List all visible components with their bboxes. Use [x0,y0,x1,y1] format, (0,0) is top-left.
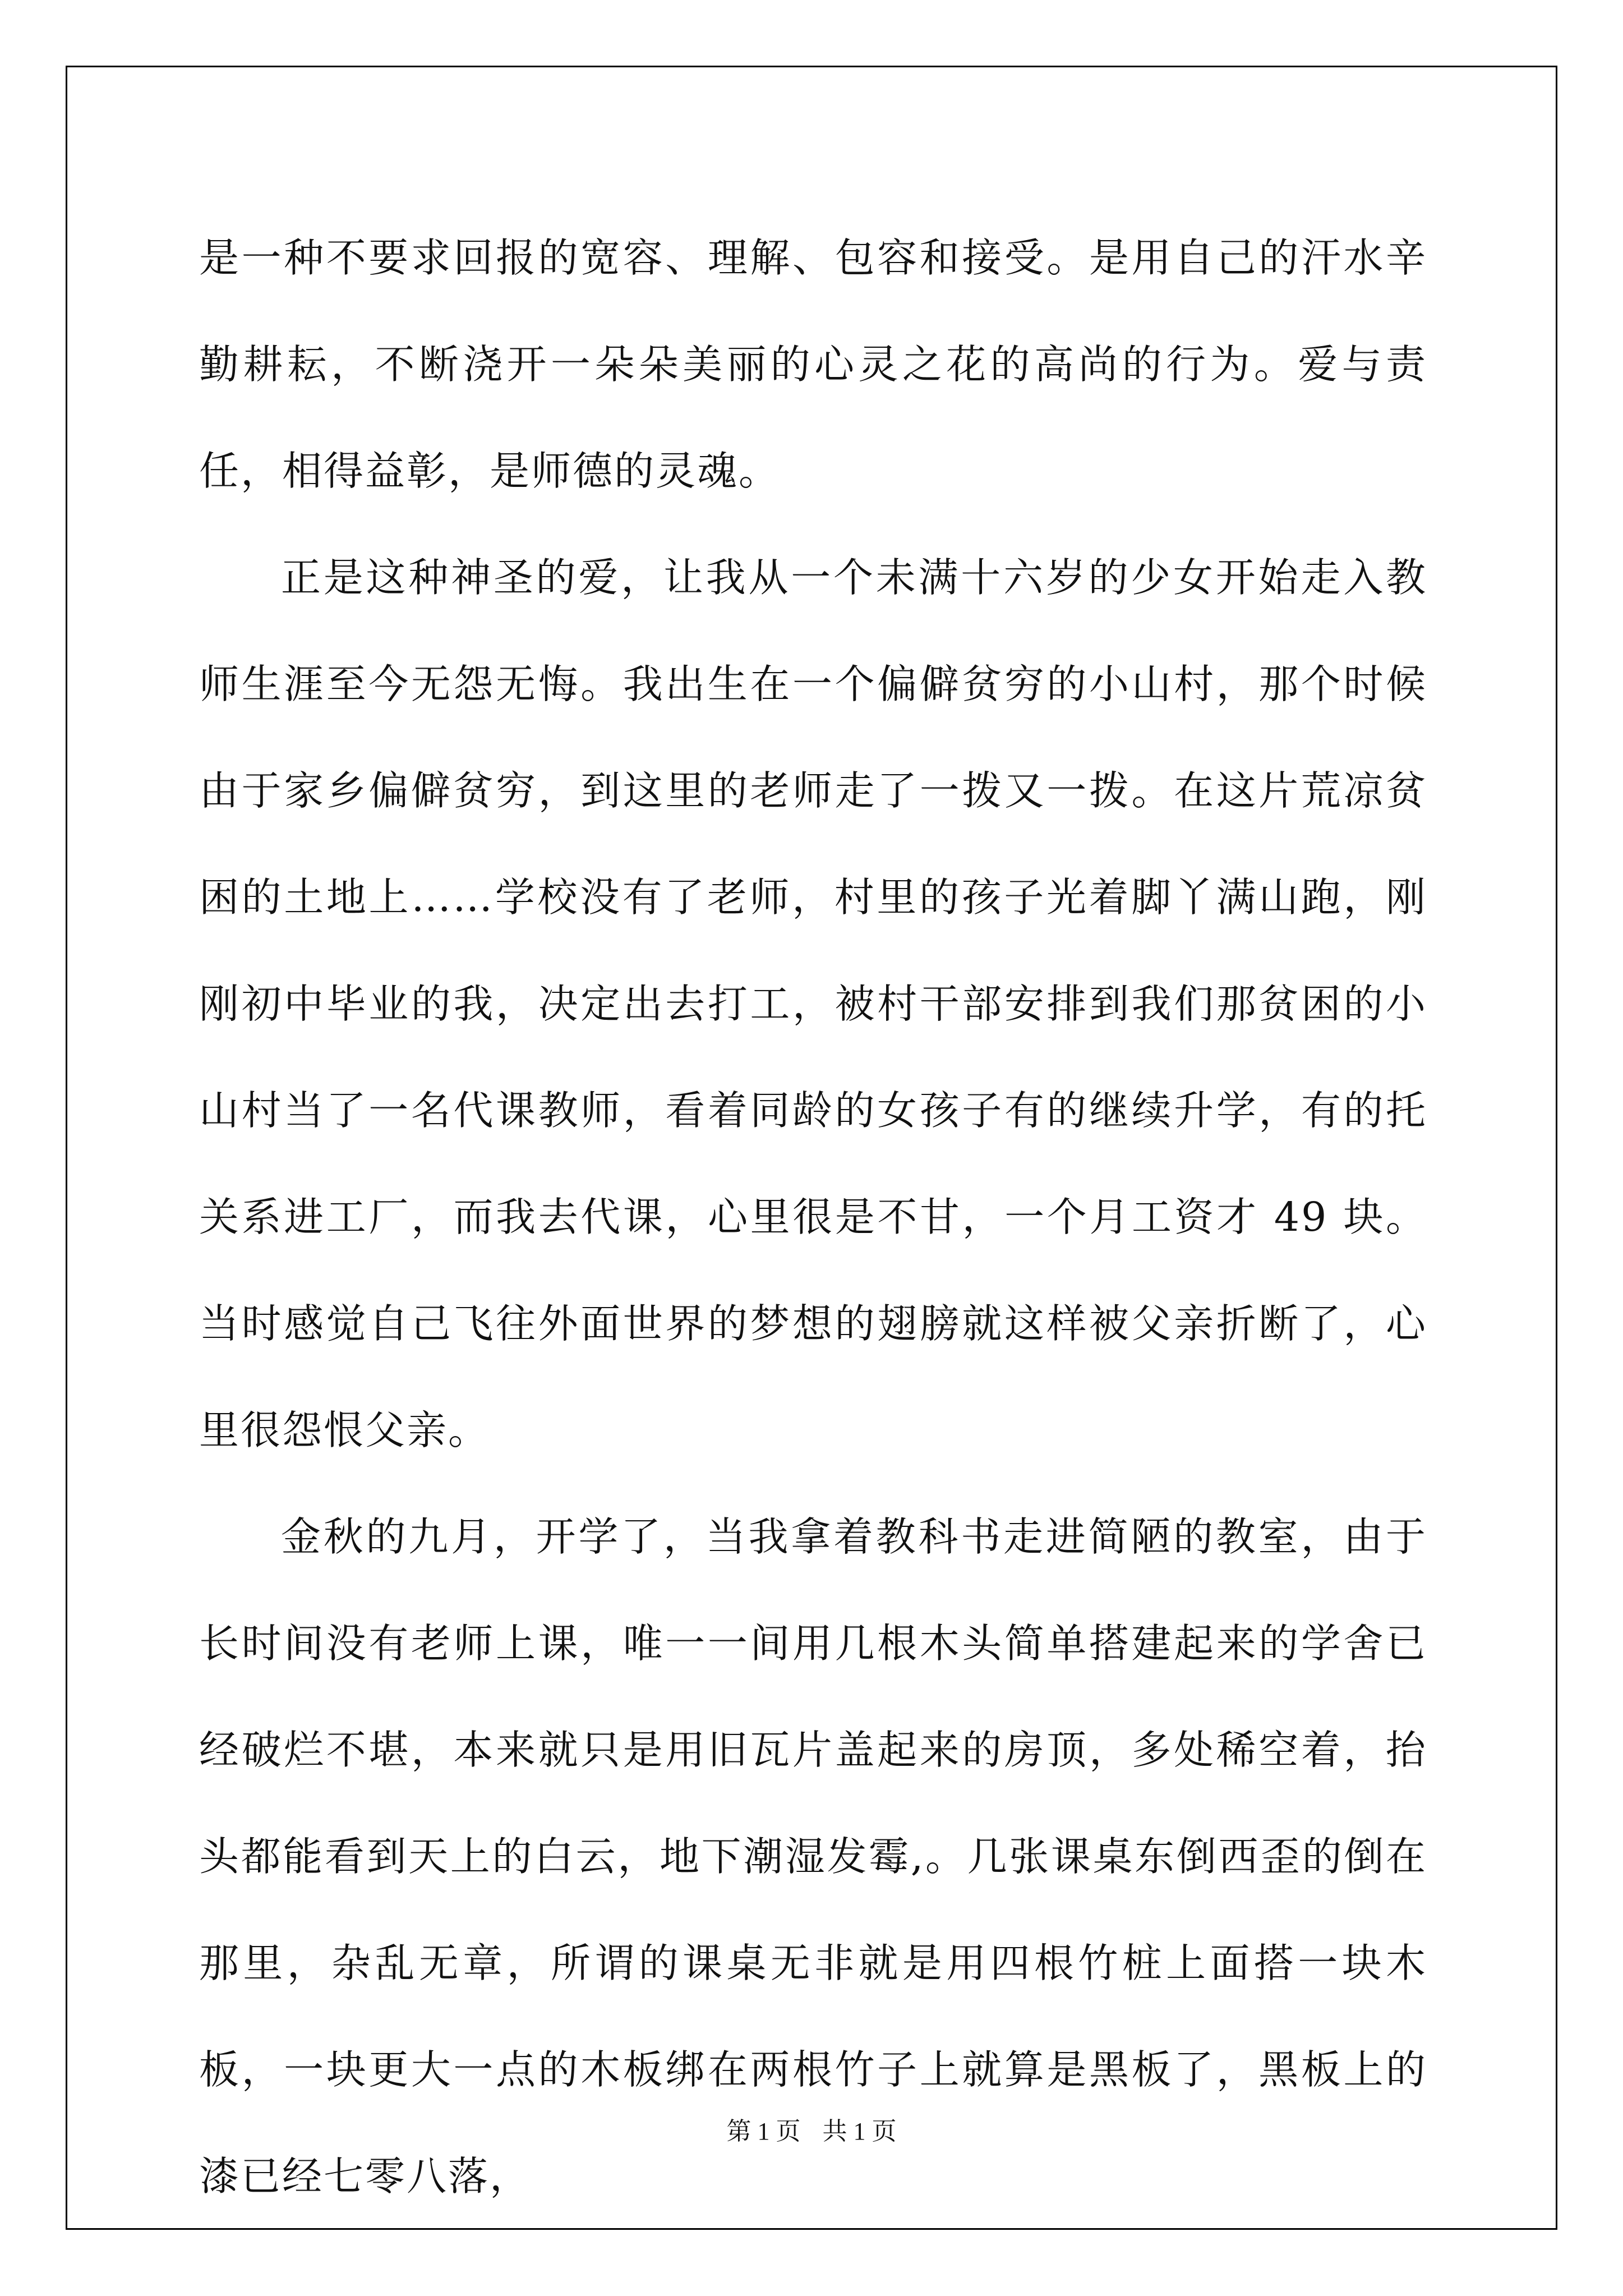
page-number-total: 共 1 页 [822,2118,897,2145]
page-footer [0,2111,1623,2147]
paragraph-3: 金秋的九月，开学了，当我拿着教科书走进简陋的教室，由于长时间没有老师上课，唯一一间用几根木头简单搭建起来的学舍已经破烂不堪，本来就只是用旧瓦片盖起来的房顶，多处稀空着，抬头都能看到天上的白云，地下潮湿发霉,。几张课桌东倒西歪的倒在那里，杂乱无章，所谓的课桌无非就是用四根竹桩上面搭一块木板，一块更大一点的木板绑在两根竹子上就算是黑板了，黑板上的漆已经七零八落， [199,1513,1427,2200]
paragraph-2: 正是这种神圣的爱，让我从一个未满十六岁的少女开始走入教师生涯至今无怨无悔。我出生在一个偏僻贫穷的小山村，那个时候由于家乡偏僻贫穷，到这里的老师走了一拨又一拨。在这片荒凉贫困的土地上……学校没有了老师，村里的孩子光着脚丫满山跑，刚刚初中毕业的我，决定出去打工，被村干部安排到我们那贫困的小山村当了一名代课教师，看着同龄的女孩子有的继续升学，有的托关系进工厂，而我去代课，心里很是不甘，一个月工资才 49 块。当时感觉自己飞往外面世界的梦想的翅膀就这样被父亲折断了，心里很怨恨父亲。 [199,554,1427,1453]
paragraph-1: 是一种不要求回报的宽容、理解、包容和接受。是用自己的汗水辛勤耕耘，不断浇开一朵朵美丽的心灵之花的高尚的行为。爱与责任，相得益彰，是师德的灵魂。 [199,234,1427,494]
page-number-current: 第 1 页 [726,2118,801,2145]
document-body [199,205,1427,2230]
